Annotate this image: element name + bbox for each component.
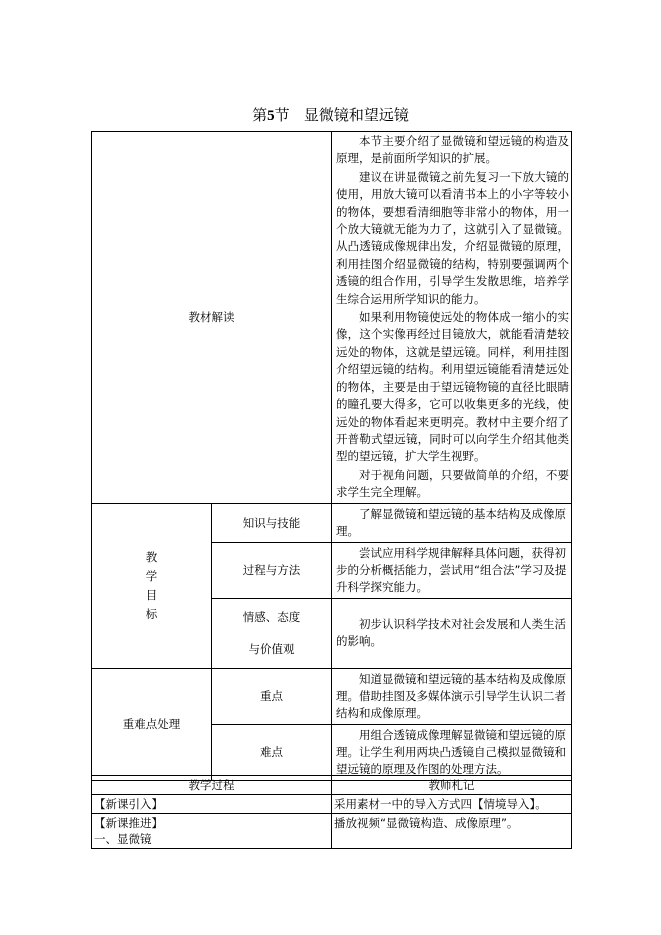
goal-text: 尝试应用科学规律解释具体问题，获得初步的分析概括能力，尝试用“组合法”学习及提升科学探究能力。 bbox=[332, 542, 572, 598]
title-section: 第 bbox=[252, 106, 268, 124]
title-number: 5 bbox=[267, 108, 275, 124]
textbook-paragraph: 如果利用物镜使远处的物体成一缩小的实像，这个实像再经过目镜放大，就能看清楚较远处的物体，这就是望远镜。同样，利用挂图介绍望远镜的结构。利用望远镜能看清楚远处的物体，主要是由于望远镜物镜的直径比眼睛的瞳孔要大得多，它可以收集更多的光线，使远处的物体看起来更明亮。教材中主要介绍了开普勒式望远镜，同时可以向学生介绍其他类型的望远镜，扩大学生视野。 bbox=[336, 310, 569, 464]
keypoints-label: 重难点处理 bbox=[92, 668, 212, 780]
keypoint-text: 用组合透镜成像理解显微镜和望远镜的原理。让学生利用两块凸透镜自己模拟显微镜和望远镜的原理及作图的处理方法。 bbox=[332, 724, 572, 780]
goals-label: 教 学 目 标 bbox=[92, 503, 212, 668]
process-header-left: 教学过程 bbox=[92, 776, 332, 795]
textbook-row bbox=[92, 132, 572, 504]
goal-text: 了解显微镜和望远镜的基本结构及成像原理。 bbox=[332, 503, 572, 542]
textbook-paragraph: 建议在讲显微镜之前先复习一下放大镜的使用，用放大镜可以看清书本上的小字等较小的物体，要想看清细胞等非常小的物体，用一个放大镜就无能为力了，这就引入了显微镜。从凸透镜成像规律出发，介绍显微镜的原理，利用挂图介绍显微镜的结构，特别要强调两个透镜的组合作用，引导学生发散思维，培养学生综合运用所学知识的能力。 bbox=[336, 169, 569, 306]
goal-name: 知识与技能 bbox=[212, 503, 332, 542]
lesson-plan-table bbox=[91, 131, 572, 781]
goal-text: 初步认识科学技术对社会发展和人类生活的影响。 bbox=[332, 598, 572, 668]
process-row-right: 采用素材一中的导入方式四【情境导入】。 bbox=[332, 795, 572, 814]
process-row bbox=[92, 814, 572, 849]
keypoint-name: 难点 bbox=[212, 724, 332, 780]
page-title bbox=[0, 104, 661, 125]
goal-name: 情感、态度 与价值观 bbox=[212, 598, 332, 668]
goal-row bbox=[92, 503, 572, 542]
title-name: 显微镜和望远镜 bbox=[303, 106, 409, 124]
process-row-right: 播放视频“显微镜构造、成像原理”。 bbox=[332, 814, 572, 849]
textbook-paragraph: 对于视角问题，只要做简单的介绍，不要求学生完全理解。 bbox=[336, 467, 569, 500]
keypoint-text: 知道显微镜和望远镜的基本结构及成像原理。借助挂图及多媒体演示引导学生认识二者结构和成像原理。 bbox=[332, 668, 572, 724]
teaching-process-table bbox=[91, 775, 572, 849]
process-header-row bbox=[92, 776, 572, 795]
process-row-left: 【新课引入】 bbox=[92, 795, 332, 814]
process-header-right: 教师札记 bbox=[332, 776, 572, 795]
process-row bbox=[92, 795, 572, 814]
textbook-label: 教材解读 bbox=[92, 132, 332, 504]
title-unit: 节 bbox=[274, 106, 290, 124]
keypoint-name: 重点 bbox=[212, 668, 332, 724]
textbook-content bbox=[332, 132, 572, 504]
process-row-left: 【新课推进】 一、显微镜 bbox=[92, 814, 332, 849]
textbook-paragraph: 本节主要介绍了显微镜和望远镜的构造及原理，是前面所学知识的扩展。 bbox=[336, 134, 569, 166]
keypoint-row bbox=[92, 668, 572, 724]
goal-name: 过程与方法 bbox=[212, 542, 332, 598]
